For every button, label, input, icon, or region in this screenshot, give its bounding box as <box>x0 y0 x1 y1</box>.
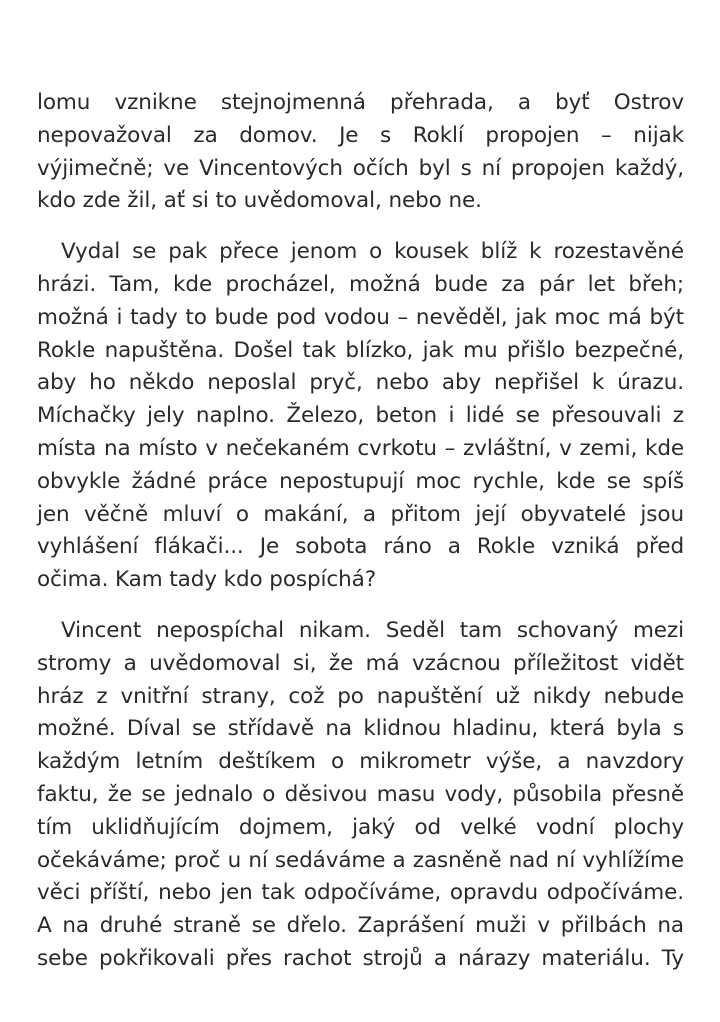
text-line: tím uklidňujícím dojmem, jaký od velké vodní plochy <box>37 814 684 840</box>
text-line: sebe pokřikovali přes rachot strojů a nárazy materiálu. Ty <box>37 945 684 971</box>
text-line: stromy a uvědomoval si, že má vzácnou příležitost vidět <box>37 650 684 676</box>
paragraph-1 <box>37 87 684 218</box>
paragraph-2 <box>37 236 684 597</box>
text-line: kdo zde žil, ať si to uvědomoval, nebo ne. <box>37 188 482 214</box>
text-line: lomu vznikne stejnojmenná přehrada, a byť Ostrov <box>37 90 684 115</box>
text-line: Vincent nepospíchal nikam. Seděl tam schovaný mezi <box>61 617 684 643</box>
text-line: A na druhé straně se dřelo. Zaprášení muži v přilbách na <box>37 913 684 939</box>
text-line: Rokle napuštěna. Došel tak blízko, jak mu přišlo bezpečné, <box>37 337 684 363</box>
text-line: nepovažoval za domov. Je s Roklí propojen – nijak <box>37 122 684 148</box>
document-page <box>37 87 684 994</box>
text-line: možné. Díval se střídavě na klidnou hladinu, která byla s <box>37 716 684 742</box>
text-line: aby ho někdo neposlal pryč, nebo aby nepřišel k úrazu. <box>37 370 684 396</box>
text-line: faktu, že se jednalo o děsivou masu vody, působila přesně <box>37 781 684 807</box>
text-line: očekáváme; proč u ní sedáváme a zasněně nad ní vyhlížíme <box>37 847 684 873</box>
text-line: jen věčně mluví o makání, a přitom její obyvatelé jsou <box>37 501 684 527</box>
text-line: hrázi. Tam, kde procházel, možná bude za pár let břeh; <box>37 271 684 297</box>
text-line: výjimečně; ve Vincentových očích byl s ní propojen každý, <box>37 155 684 181</box>
text-line: obvykle žádné práce nepostupují moc rychle, kde se spíš <box>37 468 684 494</box>
text-line: hráz z vnitřní strany, což po napuštění už nikdy nebude <box>37 683 684 709</box>
text-line: Míchačky jely naplno. Železo, beton i lidé se přesouvali z <box>37 403 684 429</box>
text-line: očima. Kam tady kdo pospíchá? <box>37 567 377 593</box>
paragraph-3 <box>37 615 684 976</box>
text-line: vyhlášení flákači... Je sobota ráno a Rokle vzniká před <box>37 534 684 560</box>
text-line: každým letním deštíkem o mikrometr výše, a navzdory <box>37 749 684 775</box>
text-line: možná i tady to bude pod vodou – nevěděl, jak moc má být <box>37 304 684 330</box>
text-line: místa na místo v nečekaném cvrkotu – zvláštní, v zemi, kde <box>37 435 684 461</box>
text-line: věci příští, nebo jen tak odpočíváme, opravdu odpočíváme. <box>37 880 684 906</box>
text-line: Vydal se pak přece jenom o kousek blíž k rozestavěné <box>61 239 684 265</box>
